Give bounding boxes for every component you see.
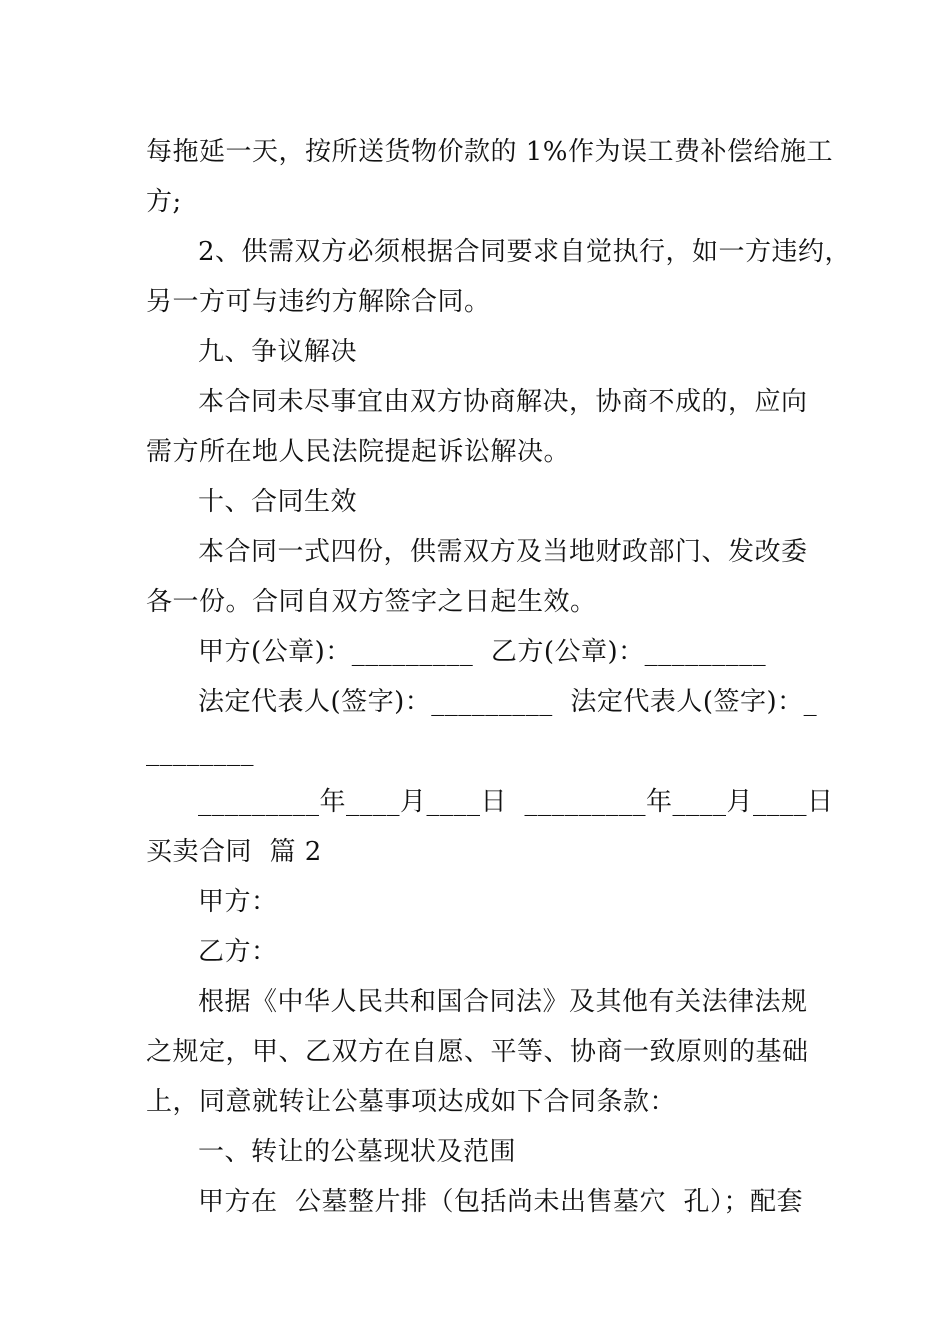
section-heading: 十、合同生效: [198, 487, 358, 517]
signature-line: 法定代表人(签字)：_________ 法定代表人(签字)：_: [198, 687, 818, 717]
paragraph-line: 之规定，甲、乙双方在自愿、平等、协商一致原则的基础: [146, 1037, 809, 1067]
date-line: _________年____月____日 _________年____月____日: [198, 787, 834, 817]
contract-title: 买卖合同 篇 2: [146, 837, 322, 867]
signature-line-continued: ________: [146, 737, 254, 767]
paragraph-line: 每拖延一天，按所送货物价款的 1%作为误工费补偿给施工: [146, 137, 834, 167]
paragraph-line: 2、供需双方必须根据合同要求自觉执行，如一方违约，: [198, 237, 852, 267]
paragraph-line: 各一份。合同自双方签字之日起生效。: [146, 587, 597, 617]
section-heading: 九、争议解决: [198, 337, 358, 367]
party-a-label: 甲方：: [198, 887, 278, 917]
paragraph-line: 甲方在 公墓整片排（包括尚未出售墓穴 孔）；配套: [198, 1187, 804, 1217]
paragraph-line: 上，同意就转让公墓事项达成如下合同条款：: [146, 1087, 677, 1117]
paragraph-line: 根据《中华人民共和国合同法》及其他有关法律法规: [198, 987, 808, 1017]
paragraph-line: 方;: [146, 187, 182, 217]
paragraph-line: 需方所在地人民法院提起诉讼解决。: [146, 437, 571, 467]
seal-line: 甲方(公章)：_________ 乙方(公章)：_________: [198, 637, 767, 667]
paragraph-line: 另一方可与违约方解除合同。: [146, 287, 491, 317]
section-heading: 一、转让的公墓现状及范围: [198, 1137, 517, 1167]
paragraph-line: 本合同一式四份，供需双方及当地财政部门、发改委: [198, 537, 808, 567]
paragraph-line: 本合同未尽事宜由双方协商解决，协商不成的，应向: [198, 387, 808, 417]
party-b-label: 乙方：: [198, 937, 278, 967]
